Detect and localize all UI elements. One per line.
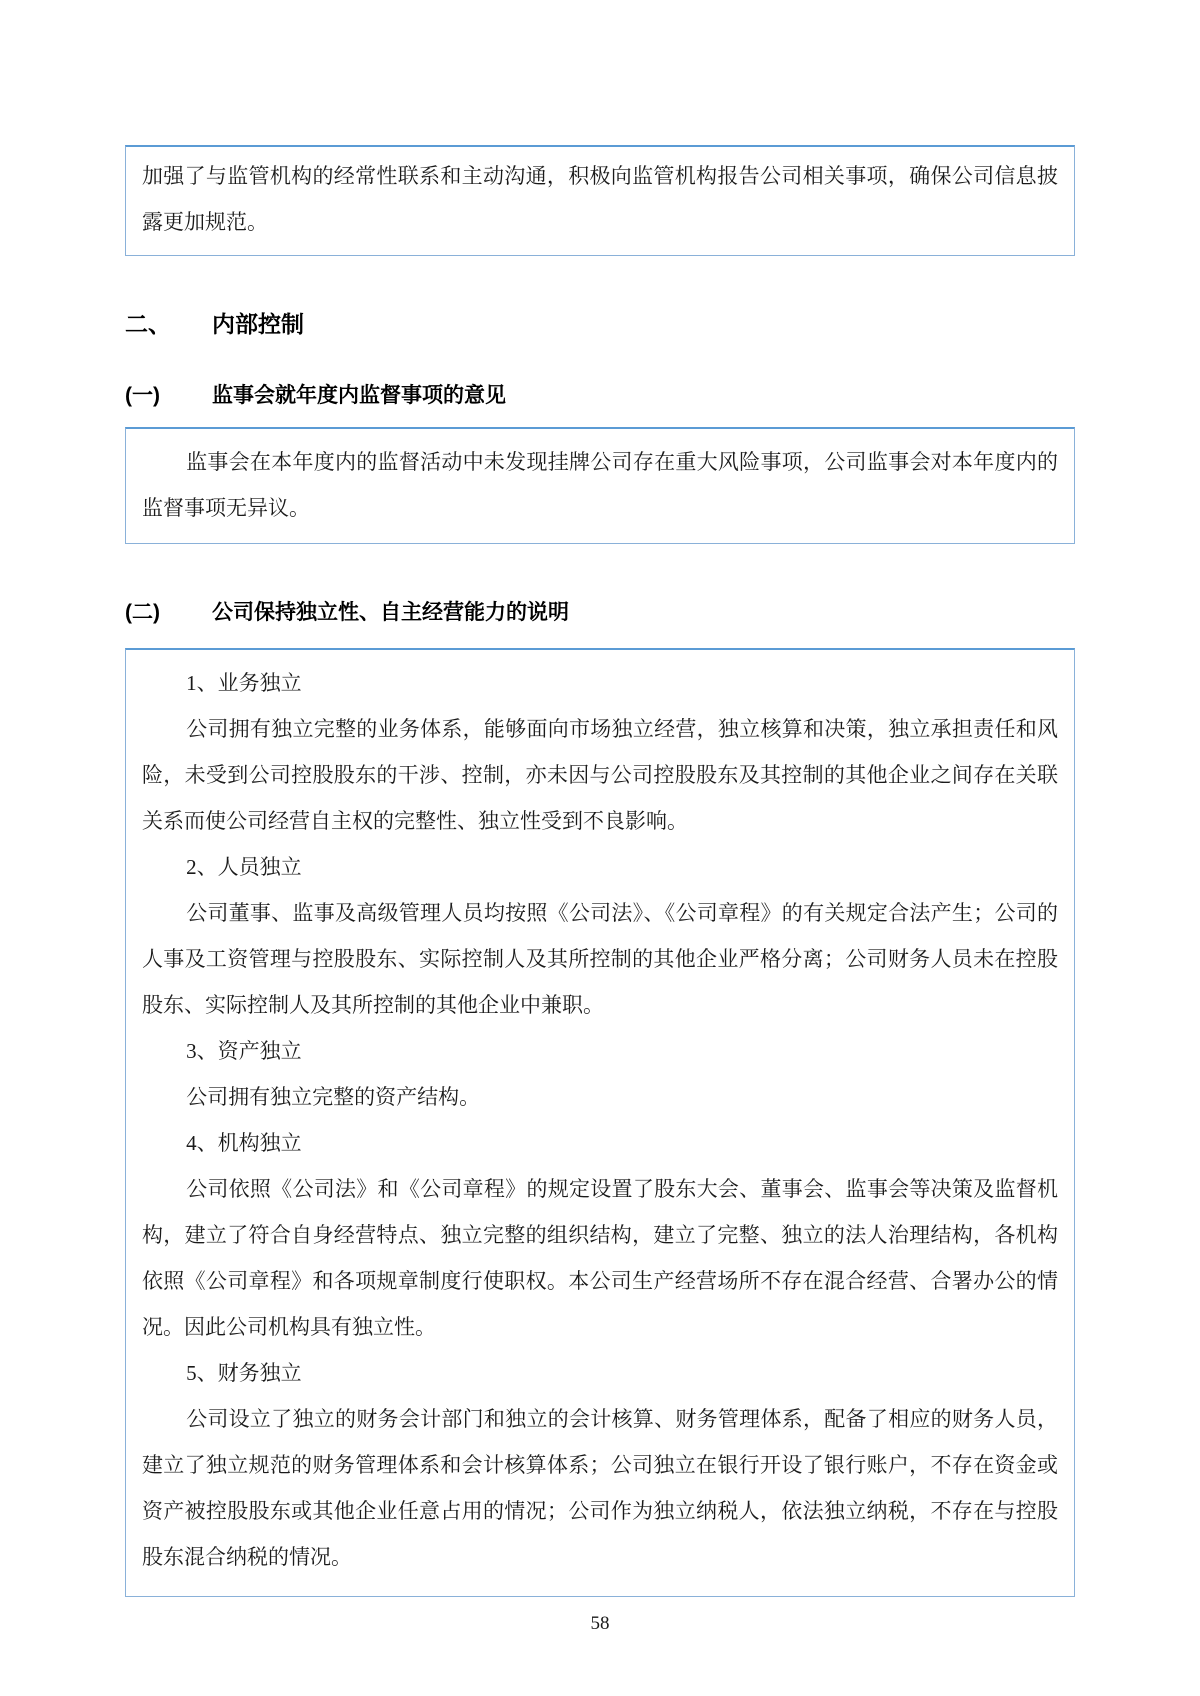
- section-heading-internal-control: [125, 306, 1075, 339]
- subsection-number: (二): [125, 601, 160, 624]
- subsection-number: (一): [125, 384, 160, 407]
- item-5-paragraph: 公司设立了独立的财务会计部门和独立的会计核算、财务管理体系，配备了相应的财务人员，建立了独立规范的财务管理体系和会计核算体系；公司独立在银行开设了银行账户，不存在资金或资产被控股股东或其他企业任意占用的情况；公司作为独立纳税人，依法独立纳税，不存在与控股股东混合纳税的情况。: [142, 1407, 1058, 1569]
- item-3-heading: 3、资产独立: [186, 1039, 302, 1063]
- independence-text-box: [125, 648, 1075, 1597]
- subsection-heading-supervisory-opinion: [125, 379, 1075, 409]
- item-3-paragraph: 公司拥有独立完整的资产结构。: [186, 1085, 481, 1109]
- item-4-heading: 4、机构独立: [186, 1131, 302, 1155]
- item-4-paragraph: 公司依照《公司法》和《公司章程》的规定设置了股东大会、董事会、监事会等决策及监督机构，建立了符合自身经营特点、独立完整的组织结构，建立了完整、独立的法人治理结构，各机构依照《公司章程》和各项规章制度行使职权。本公司生产经营场所不存在混合经营、合署办公的情况。因此公司机构具有独立性。: [142, 1177, 1058, 1339]
- subsection-heading-independence: [125, 596, 1075, 626]
- item-2-paragraph: 公司董事、监事及高级管理人员均按照《公司法》、《公司章程》的有关规定合法产生；公司的人事及工资管理与控股股东、实际控制人及其所控制的其他企业严格分离；公司财务人员未在控股股东、实际控制人及其所控制的其他企业中兼职。: [142, 901, 1058, 1017]
- section-title: 内部控制: [212, 311, 304, 337]
- intro-paragraph: 加强了与监管机构的经常性联系和主动沟通，积极向监管机构报告公司相关事项，确保公司信息披露更加规范。: [142, 164, 1058, 234]
- page-content: [125, 145, 1075, 1635]
- item-1-paragraph: 公司拥有独立完整的业务体系，能够面向市场独立经营，独立核算和决策，独立承担责任和风险，未受到公司控股股东的干涉、控制，亦未因与公司控股股东及其控制的其他企业之间存在关联关系而使公司经营自主权的完整性、独立性受到不良影响。: [142, 717, 1058, 833]
- supervision-paragraph: 监事会在本年度内的监督活动中未发现挂牌公司存在重大风险事项，公司监事会对本年度内的监督事项无异议。: [142, 450, 1058, 520]
- supervision-text-box: [125, 427, 1075, 544]
- item-1-heading: 1、业务独立: [186, 671, 302, 695]
- subsection-title: 公司保持独立性、自主经营能力的说明: [212, 601, 569, 624]
- intro-text-box: [125, 145, 1075, 256]
- item-5-heading: 5、财务独立: [186, 1361, 302, 1385]
- section-number: 二、: [125, 311, 171, 337]
- item-2-heading: 2、人员独立: [186, 855, 302, 879]
- subsection-title: 监事会就年度内监督事项的意见: [212, 384, 506, 407]
- page-number: 58: [590, 1613, 610, 1634]
